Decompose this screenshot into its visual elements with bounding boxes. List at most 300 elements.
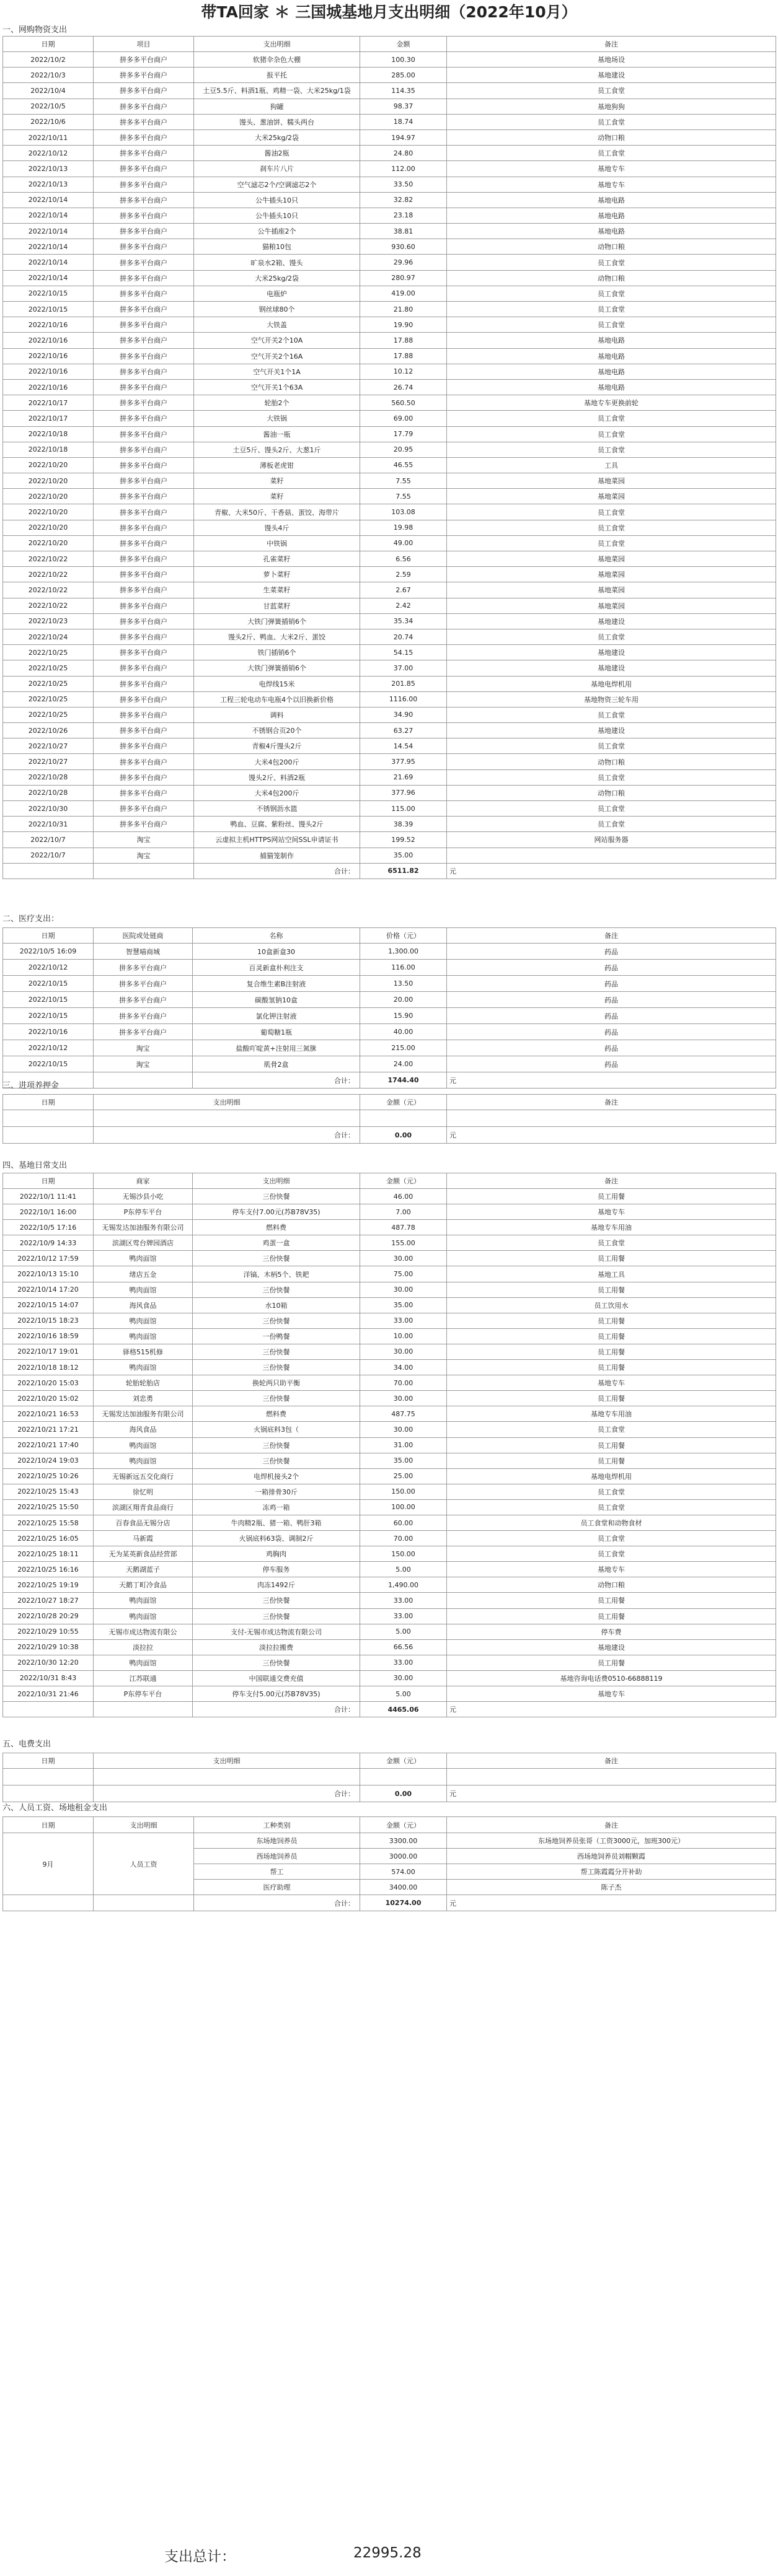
table-cell: 菜籽 xyxy=(194,473,360,489)
table-cell xyxy=(360,1110,447,1127)
table-cell: 930.60 xyxy=(360,239,447,255)
daily-expense-table xyxy=(2,1173,776,1717)
table-cell: 基地电路 xyxy=(447,364,776,379)
table-cell: 无锡沙县小吃 xyxy=(94,1189,193,1204)
total-value: 6511.82 xyxy=(360,863,447,878)
table-cell: 拼多多平台商户 xyxy=(94,395,194,411)
table-cell: 7.55 xyxy=(360,473,447,489)
table-row xyxy=(3,239,776,255)
table-cell: 2022/10/16 xyxy=(3,317,94,333)
table-cell: 大米25kg/2袋 xyxy=(194,270,360,286)
table-cell: 拼多多平台商户 xyxy=(94,489,194,504)
table-cell: 69.00 xyxy=(360,411,447,426)
table-cell: 水10箱 xyxy=(193,1297,360,1313)
table-cell: 土豆5.5斤、料酒1瓶、鸡精一袋、大米25kg/1袋 xyxy=(194,83,360,99)
table-cell: 薄板老虎钳 xyxy=(194,457,360,473)
table-cell: 鸭肉面馆 xyxy=(94,1251,193,1266)
table-cell: 馒头4斤 xyxy=(194,520,360,535)
table-cell: 基地电路 xyxy=(447,379,776,395)
table-cell: 2022/10/30 12:20 xyxy=(3,1655,94,1670)
table-cell: 基地菜园 xyxy=(447,582,776,598)
table-cell xyxy=(3,1769,94,1785)
table-cell: 拼多多平台商户 xyxy=(94,504,194,520)
table-cell: 员工食堂 xyxy=(447,426,776,442)
table-cell: 23.18 xyxy=(360,208,447,223)
table-cell: 三份快餐 xyxy=(193,1593,360,1608)
table-cell: 150.00 xyxy=(360,1546,447,1562)
section-deposit-title: 三、进项养押金 xyxy=(2,1081,60,1090)
table-row xyxy=(3,442,776,457)
table-cell: 2022/10/24 19:03 xyxy=(3,1453,94,1468)
table-cell: 东场地饲养员 xyxy=(194,1833,360,1849)
table-cell: 拼多多平台商户 xyxy=(94,629,194,644)
table-cell: 动物口粮 xyxy=(447,129,776,145)
empty-cell xyxy=(3,1785,94,1802)
table-cell: 2022/10/14 xyxy=(3,239,94,255)
table-cell: 基地电焊机用 xyxy=(447,676,776,691)
table-row xyxy=(3,1655,776,1670)
table-cell: 40.00 xyxy=(360,1024,447,1040)
table-row xyxy=(3,535,776,551)
table-cell: 2022/10/14 xyxy=(3,224,94,239)
table-cell: 淘宝 xyxy=(94,1040,193,1056)
table-row xyxy=(3,1008,776,1024)
table-cell: 拼多多平台商户 xyxy=(94,52,194,68)
table-cell: 70.00 xyxy=(360,1531,447,1546)
total-unit: 元 xyxy=(447,1072,776,1089)
table-row xyxy=(3,801,776,817)
table-cell: 药品 xyxy=(447,1024,776,1040)
table-cell: 487.75 xyxy=(360,1406,447,1422)
table-cell: 2022/10/31 xyxy=(3,817,94,832)
table-cell: 2022/10/21 16:53 xyxy=(3,1406,94,1422)
table-cell: 2022/10/16 xyxy=(3,348,94,364)
table-cell: 基地电路 xyxy=(447,208,776,223)
table-cell: 员工食堂 xyxy=(447,1499,776,1515)
header-row xyxy=(3,37,776,52)
table-cell xyxy=(447,1110,776,1127)
table-cell: 2022/10/20 15:03 xyxy=(3,1375,94,1391)
table-cell: 百灵新盒朴利注支 xyxy=(193,960,360,976)
table-cell: 拼多多平台商户 xyxy=(94,177,194,192)
table-cell: 2022/10/1 16:00 xyxy=(3,1204,94,1220)
table-cell: 鸭血、豆腐、紫粉丝、馒头2斤 xyxy=(194,817,360,832)
total-label: 合计： xyxy=(194,1895,360,1911)
table-cell: 拼多多平台商户 xyxy=(94,83,194,99)
table-cell: 2022/10/16 18:59 xyxy=(3,1328,94,1344)
column-header: 日期 xyxy=(3,1173,94,1189)
table-cell: 10.12 xyxy=(360,364,447,379)
table-cell: 无锡新远五交化商行 xyxy=(94,1468,193,1484)
table-cell: 馒头2斤、料酒2瓶 xyxy=(194,769,360,785)
table-cell: 拼多多平台商户 xyxy=(94,520,194,535)
table-row xyxy=(3,1266,776,1282)
table-cell: 2022/10/5 xyxy=(3,99,94,114)
table-cell: 员工食堂 xyxy=(447,535,776,551)
column-header: 金额 xyxy=(360,37,447,52)
table-cell: 动物口粮 xyxy=(447,239,776,255)
table-row xyxy=(3,567,776,582)
table-cell: 公牛插座2个 xyxy=(194,224,360,239)
table-cell: 员工食堂 xyxy=(447,738,776,754)
table-cell: 98.37 xyxy=(360,99,447,114)
column-header: 支出明细 xyxy=(194,37,360,52)
section-electricity-title: 五、电费支出 xyxy=(2,1740,51,1749)
table-cell: 100.00 xyxy=(360,1499,447,1515)
table-cell: 员工食堂 xyxy=(447,1484,776,1499)
table-cell: 基地菜园 xyxy=(447,551,776,567)
table-cell: 空气开关2个10A xyxy=(194,333,360,348)
table-cell: 基地专车更换前轮 xyxy=(447,395,776,411)
total-row xyxy=(3,1702,776,1717)
column-header: 支出明细 xyxy=(94,1095,360,1110)
table-cell: 2022/10/5 17:16 xyxy=(3,1220,94,1235)
column-header: 备注 xyxy=(447,1095,776,1110)
table-cell: 三份快餐 xyxy=(193,1313,360,1328)
table-row xyxy=(3,379,776,395)
table-cell: 2022/10/12 xyxy=(3,960,94,976)
table-cell: 员工食堂 xyxy=(447,629,776,644)
table-cell: 2022/10/13 xyxy=(3,161,94,177)
section-daily-title: 四、基地日常支出 xyxy=(2,1161,68,1170)
table-cell: 20.95 xyxy=(360,442,447,457)
table-cell: 鸭肉面馆 xyxy=(94,1453,193,1468)
table-cell: 基地专车用油 xyxy=(447,1406,776,1422)
table-cell: 2022/10/20 xyxy=(3,473,94,489)
table-row xyxy=(3,520,776,535)
table-cell: 药品 xyxy=(447,944,776,960)
table-row xyxy=(3,1484,776,1499)
table-cell: 拼多多平台商户 xyxy=(94,208,194,223)
table-row xyxy=(3,769,776,785)
total-row xyxy=(3,1072,776,1089)
table-cell: 员工食堂 xyxy=(447,1531,776,1546)
table-cell: 电瓶炉 xyxy=(194,286,360,301)
table-cell: 拼多多平台商户 xyxy=(94,769,194,785)
column-header: 支出明细 xyxy=(193,1173,360,1189)
table-cell: 33.00 xyxy=(360,1593,447,1608)
table-cell: 三份快餐 xyxy=(193,1437,360,1453)
empty-cell xyxy=(3,1895,94,1911)
total-unit: 元 xyxy=(447,863,776,878)
table-row xyxy=(3,1577,776,1593)
table-row xyxy=(3,489,776,504)
column-header: 备注 xyxy=(447,37,776,52)
table-cell: 智慧喵商城 xyxy=(94,944,193,960)
table-cell: 2022/10/7 xyxy=(3,832,94,848)
table-cell: 5.00 xyxy=(360,1686,447,1702)
table-cell: 拼多多平台商户 xyxy=(94,364,194,379)
table-cell: 2022/10/2 xyxy=(3,52,94,68)
table-row xyxy=(3,848,776,863)
table-cell: 火锅底料63袋、调制2斤 xyxy=(193,1531,360,1546)
table-row xyxy=(3,1593,776,1608)
table-cell: 2022/10/14 17:20 xyxy=(3,1282,94,1297)
table-cell: 基地专车 xyxy=(447,1686,776,1702)
table-cell: 33.50 xyxy=(360,177,447,192)
total-value: 0.00 xyxy=(360,1127,447,1144)
table-cell: 无锡发达加油服务有限公司 xyxy=(94,1220,193,1235)
table-cell: 鸭肉面馆 xyxy=(94,1328,193,1344)
table-row xyxy=(3,1189,776,1204)
table-cell: 2022/10/17 19:01 xyxy=(3,1344,94,1359)
table-cell: 拼多多平台商户 xyxy=(94,426,194,442)
table-cell: 复合维生素B注射液 xyxy=(193,976,360,992)
table-cell: 拼多多平台商户 xyxy=(94,723,194,738)
table-cell: 2022/10/30 xyxy=(3,801,94,817)
table-cell: 2022/10/26 xyxy=(3,723,94,738)
table-cell: 拼多多平台商户 xyxy=(94,161,194,177)
table-row xyxy=(3,1515,776,1530)
table-row xyxy=(3,598,776,613)
table-cell: 33.00 xyxy=(360,1313,447,1328)
table-row xyxy=(3,976,776,992)
table-cell: 33.00 xyxy=(360,1655,447,1670)
table-row xyxy=(3,333,776,348)
table-cell: 员工用餐 xyxy=(447,1360,776,1375)
table-cell: 3300.00 xyxy=(360,1833,447,1849)
table-cell xyxy=(3,1110,94,1127)
table-cell: 37.00 xyxy=(360,660,447,676)
table-cell: 34.90 xyxy=(360,707,447,722)
table-cell: 5.00 xyxy=(360,1562,447,1577)
table-cell: 青椒、大米50斤、干香菇、蛋饺、海带片 xyxy=(194,504,360,520)
table-cell: 天鹅湖蓝子 xyxy=(94,1562,193,1577)
table-cell: 电焊线15米 xyxy=(194,676,360,691)
table-cell: 滨湖区莺台牌园酒店 xyxy=(94,1235,193,1251)
table-cell: 三份快餐 xyxy=(193,1360,360,1375)
table-cell: 轮胎2个 xyxy=(194,395,360,411)
table-cell: 2022/10/25 15:50 xyxy=(3,1499,94,1515)
table-cell: 30.00 xyxy=(360,1344,447,1359)
table-row xyxy=(3,146,776,161)
table-row xyxy=(3,411,776,426)
table-row xyxy=(3,944,776,960)
table-cell: 2022/10/11 xyxy=(3,129,94,145)
table-cell: 基地电焊机用 xyxy=(447,1468,776,1484)
table-cell: 2022/10/14 xyxy=(3,270,94,286)
table-cell: 2022/10/15 xyxy=(3,1056,94,1072)
table-cell: 东场地饲养员张哥（工资3000元，加班300元） xyxy=(447,1833,776,1849)
table-cell: 基地建设 xyxy=(447,1639,776,1655)
table-row xyxy=(3,1624,776,1639)
column-header: 项目 xyxy=(94,37,194,52)
table-cell: 19.90 xyxy=(360,317,447,333)
table-cell: 201.85 xyxy=(360,676,447,691)
table-cell: 基地建设 xyxy=(447,68,776,83)
table-cell: 员工用餐 xyxy=(447,1251,776,1266)
table-cell: 员工食堂 xyxy=(447,1546,776,1562)
table-cell: 大铁锅 xyxy=(194,411,360,426)
table-row xyxy=(3,317,776,333)
table-row xyxy=(3,1328,776,1344)
table-cell: 西场地饲养员 xyxy=(194,1849,360,1864)
table-row xyxy=(3,1313,776,1328)
table-cell: 大米4包200斤 xyxy=(194,754,360,769)
table-cell: 拼多多平台商户 xyxy=(94,457,194,473)
table-row xyxy=(3,676,776,691)
table-cell: 拼多多平台商户 xyxy=(94,960,193,976)
table-cell: 大铁盖 xyxy=(194,317,360,333)
table-cell: 35.00 xyxy=(360,1453,447,1468)
table-cell: 酱油2瓶 xyxy=(194,146,360,161)
table-cell: 215.00 xyxy=(360,1040,447,1056)
table-cell: 刘忠勇 xyxy=(94,1391,193,1406)
table-cell: 2022/10/25 15:58 xyxy=(3,1515,94,1530)
table-cell: 35.00 xyxy=(360,1297,447,1313)
table-cell: 2022/10/25 16:05 xyxy=(3,1531,94,1546)
table-cell: 萝卜菜籽 xyxy=(194,567,360,582)
table-cell: 拼多多平台商户 xyxy=(94,551,194,567)
table-cell: 280.97 xyxy=(360,270,447,286)
table-cell: 基地狗狗 xyxy=(447,99,776,114)
table-cell: 冻鸡一箱 xyxy=(193,1499,360,1515)
table-cell: 419.00 xyxy=(360,286,447,301)
section-salary-title: 六、人员工资、场地租金支出 xyxy=(2,1803,108,1813)
table-cell: 574.00 xyxy=(360,1864,447,1880)
table-row xyxy=(3,707,776,722)
table-cell: 鸭肉面馆 xyxy=(94,1360,193,1375)
table-row xyxy=(3,832,776,848)
table-cell: 2022/10/13 xyxy=(3,177,94,192)
table-cell: 38.39 xyxy=(360,817,447,832)
table-row xyxy=(3,192,776,208)
table-cell: 2022/10/15 xyxy=(3,302,94,317)
table-cell: 18.74 xyxy=(360,114,447,129)
table-cell: 葡萄糖1瓶 xyxy=(193,1024,360,1040)
table-cell: 14.54 xyxy=(360,738,447,754)
table-cell: 拼多多平台商户 xyxy=(94,270,194,286)
table-cell: 海风食品 xyxy=(94,1297,193,1313)
table-cell: 2022/10/1 11:41 xyxy=(3,1189,94,1204)
table-cell: 拼多多平台商户 xyxy=(94,1008,193,1024)
table-cell: 陈子杰 xyxy=(447,1880,776,1895)
table-cell: 2022/10/20 xyxy=(3,535,94,551)
table-cell: 150.00 xyxy=(360,1484,447,1499)
table-cell: 洋镐、木柄5个、铁耙 xyxy=(193,1266,360,1282)
table-row xyxy=(3,1686,776,1702)
table-cell: 空气开关2个16A xyxy=(194,348,360,364)
grand-total-value: 22995.28 xyxy=(353,2545,422,2561)
table-cell: 2022/10/21 17:40 xyxy=(3,1437,94,1453)
total-unit: 元 xyxy=(447,1127,776,1144)
table-cell: 2022/10/15 xyxy=(3,976,94,992)
table-cell: 三份快餐 xyxy=(193,1344,360,1359)
table-row xyxy=(3,99,776,114)
table-cell: 2022/10/25 xyxy=(3,707,94,722)
table-cell: 绪店五金 xyxy=(94,1266,193,1282)
table-cell xyxy=(447,848,776,863)
table-row xyxy=(3,1204,776,1220)
table-cell: 2022/10/9 14:33 xyxy=(3,1235,94,1251)
table-row xyxy=(3,1024,776,1040)
table-cell: 32.82 xyxy=(360,192,447,208)
table-cell: 2022/10/27 xyxy=(3,738,94,754)
table-cell: 馒头、葱油饼、糯头两台 xyxy=(194,114,360,129)
table-cell: 2022/10/5 16:09 xyxy=(3,944,94,960)
table-cell: 2022/10/17 xyxy=(3,411,94,426)
table-row xyxy=(3,1453,776,1468)
table-cell: 54.15 xyxy=(360,645,447,660)
table-cell: 2022/10/23 xyxy=(3,613,94,629)
table-cell: 2022/10/25 19:19 xyxy=(3,1577,94,1593)
total-row xyxy=(3,1895,776,1911)
table-cell: 35.00 xyxy=(360,848,447,863)
table-cell: 拼多多平台商户 xyxy=(94,613,194,629)
column-header: 日期 xyxy=(3,928,94,944)
table-cell: 帮工 xyxy=(194,1864,360,1880)
column-header: 备注 xyxy=(447,1173,776,1189)
table-cell: 三份快餐 xyxy=(193,1453,360,1468)
table-cell: 2022/10/25 15:43 xyxy=(3,1484,94,1499)
table-cell: 26.74 xyxy=(360,379,447,395)
table-cell: 拼多多平台商户 xyxy=(94,146,194,161)
table-cell: 2022/10/15 xyxy=(3,992,94,1008)
table-cell: 拼多多平台商户 xyxy=(94,660,194,676)
table-cell: 孔雀菜籽 xyxy=(194,551,360,567)
table-cell: 基地菜园 xyxy=(447,473,776,489)
table-row xyxy=(3,1468,776,1484)
table-cell: 基地菜园 xyxy=(447,489,776,504)
table-cell: 空气滤芯2个/空调滤芯2个 xyxy=(194,177,360,192)
table-cell: 2022/10/25 16:16 xyxy=(3,1562,94,1577)
total-label: 合计： xyxy=(94,1127,360,1144)
table-cell: 员工饮用水 xyxy=(447,1297,776,1313)
table-cell: 电焊机接头2个 xyxy=(193,1468,360,1484)
table-cell: 2022/10/6 xyxy=(3,114,94,129)
table-cell: 377.95 xyxy=(360,754,447,769)
table-cell: 拼多多平台商户 xyxy=(94,192,194,208)
table-cell: 员工食堂 xyxy=(447,255,776,270)
table-cell: 2022/10/20 15:02 xyxy=(3,1391,94,1406)
table-cell: 560.50 xyxy=(360,395,447,411)
total-row xyxy=(3,1127,776,1144)
table-cell xyxy=(94,1110,360,1127)
table-row xyxy=(3,395,776,411)
table-cell: 拼多多平台商户 xyxy=(94,785,194,800)
table-row xyxy=(3,817,776,832)
table-cell: 5.00 xyxy=(360,1624,447,1639)
table-row xyxy=(3,660,776,676)
table-cell: 三份快餐 xyxy=(193,1251,360,1266)
table-cell: 2022/10/25 18:11 xyxy=(3,1546,94,1562)
table-cell: 46.00 xyxy=(360,1189,447,1204)
table-cell: 无为某英新食品经营部 xyxy=(94,1546,193,1562)
table-cell: 拼多多平台商户 xyxy=(94,707,194,722)
table-row xyxy=(3,723,776,738)
table-row xyxy=(3,1406,776,1422)
table-row xyxy=(3,457,776,473)
total-label: 合计： xyxy=(193,1702,360,1717)
table-row xyxy=(3,992,776,1008)
table-cell: 2022/10/14 xyxy=(3,208,94,223)
table-cell: 员工食堂 xyxy=(447,1235,776,1251)
table-cell: 动物口粮 xyxy=(447,754,776,769)
table-cell: 2022/10/14 xyxy=(3,192,94,208)
column-header: 金额（元） xyxy=(360,1095,447,1110)
grand-total-label: 支出总计： xyxy=(164,2549,236,2565)
table-cell: 2022/10/15 xyxy=(3,286,94,301)
column-header: 日期 xyxy=(3,1753,94,1769)
table-cell: 194.97 xyxy=(360,129,447,145)
table-cell: 2022/10/20 xyxy=(3,489,94,504)
table-cell: 拼多多平台商户 xyxy=(94,567,194,582)
table-cell: P东停车平台 xyxy=(94,1204,193,1220)
table-cell: 拼多多平台商户 xyxy=(94,754,194,769)
table-cell: 拼多多平台商户 xyxy=(94,286,194,301)
total-label: 合计： xyxy=(193,1072,360,1089)
table-cell: 停车服务 xyxy=(193,1562,360,1577)
